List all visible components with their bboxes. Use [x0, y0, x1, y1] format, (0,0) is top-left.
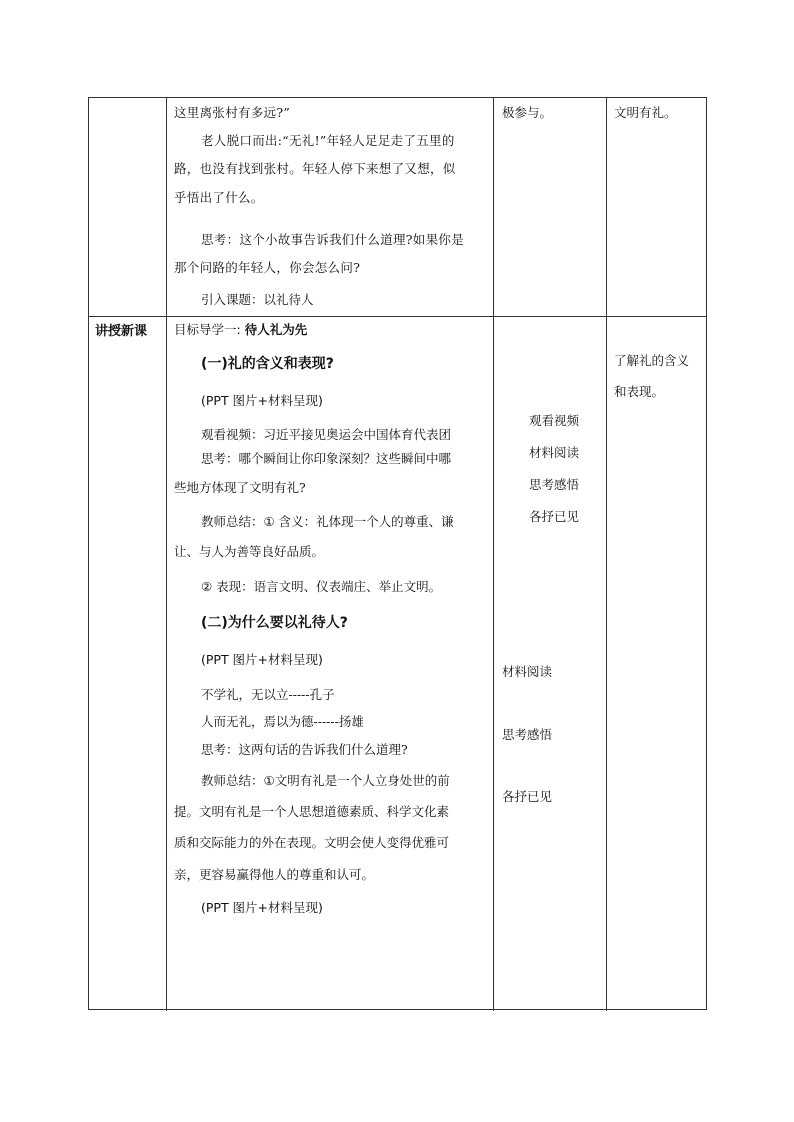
goal-line: 了解礼的含义 [614, 353, 690, 368]
table-row [89, 98, 706, 317]
section-cell-empty [89, 98, 167, 316]
lesson-plan-table [88, 97, 707, 1010]
heading-meaning: (一)礼的含义和表现? [201, 356, 334, 372]
intro-topic-line: 引入课题：以礼待人 [201, 292, 314, 307]
content-line: 这里离张村有多远?” [174, 105, 291, 120]
goal-line: 和表现。 [614, 384, 665, 399]
goal-cell [607, 317, 708, 1011]
content-cell [167, 98, 494, 316]
student-activity-cell [494, 98, 607, 316]
student-activity-item: 材料阅读 [502, 664, 553, 679]
student-activity-item: 各抒已见 [502, 789, 553, 804]
content-line: 些地方体现了文明有礼? [174, 480, 306, 495]
heading-why: (二)为什么要以礼待人? [201, 615, 348, 631]
student-activity-text: 极参与。 [502, 105, 553, 120]
student-activity-item: 思考感悟 [529, 477, 580, 492]
table-row [89, 317, 706, 1011]
ppt-note: (PPT 图片+材料呈现) [201, 652, 323, 667]
student-activity-item: 思考感悟 [502, 727, 553, 742]
student-activity-item: 材料阅读 [529, 445, 580, 460]
content-line: 思考：哪个瞬间让你印象深刻？这些瞬间中哪 [201, 451, 452, 466]
student-activity-item: 各抒已见 [529, 509, 580, 524]
student-activity-item: 观看视频 [529, 413, 580, 428]
section-label: 讲授新课 [95, 324, 148, 339]
target-title: 待人礼为先 [244, 322, 308, 337]
content-line: 乎悟出了什么。 [174, 190, 264, 205]
target-line [174, 321, 307, 339]
content-line: 质和交际能力的外在表现。文明会使人变得优雅可 [174, 835, 450, 850]
ppt-note: (PPT 图片+材料呈现) [201, 900, 323, 915]
content-line: 提。文明有礼是一个人思想道德素质、科学文化素 [174, 804, 450, 819]
content-line: 亲，更容易赢得他人的尊重和认可。 [174, 867, 375, 882]
quote-line: 人而无礼，焉以为德------扬雄 [201, 714, 364, 729]
content-cell [167, 317, 494, 1011]
content-line: 思考：这个小故事告诉我们什么道理?如果你是 [201, 232, 465, 247]
content-line: 思考：这两句话的告诉我们什么道理? [201, 742, 408, 757]
content-line: ② 表现：语言文明、仪表端庄、举止文明。 [201, 579, 442, 594]
content-line: 观看视频：习近平接见奥运会中国体育代表团 [201, 427, 452, 442]
content-line: 那个问路的年轻人，你会怎么问? [174, 260, 361, 275]
goal-cell [607, 98, 708, 316]
student-activity-cell [494, 317, 607, 1011]
content-line: 老人脱口而出:“无礼!”年轻人足足走了五里的 [201, 133, 455, 148]
target-prefix: 目标导学一: [174, 322, 241, 337]
ppt-note: (PPT 图片+材料呈现) [201, 393, 323, 408]
goal-text: 文明有礼。 [614, 105, 677, 120]
quote-line: 不学礼，无以立-----孔子 [201, 687, 335, 702]
content-line: 让、与人为善等良好品质。 [174, 544, 325, 559]
content-line: 路，也没有找到张村。年轻人停下来想了又想，似 [174, 161, 456, 176]
section-cell [89, 317, 167, 1011]
content-line: 教师总结：① 含义：礼体现一个人的尊重、谦 [201, 514, 454, 529]
content-line: 教师总结：①文明有礼是一个人立身处世的前 [201, 773, 450, 788]
